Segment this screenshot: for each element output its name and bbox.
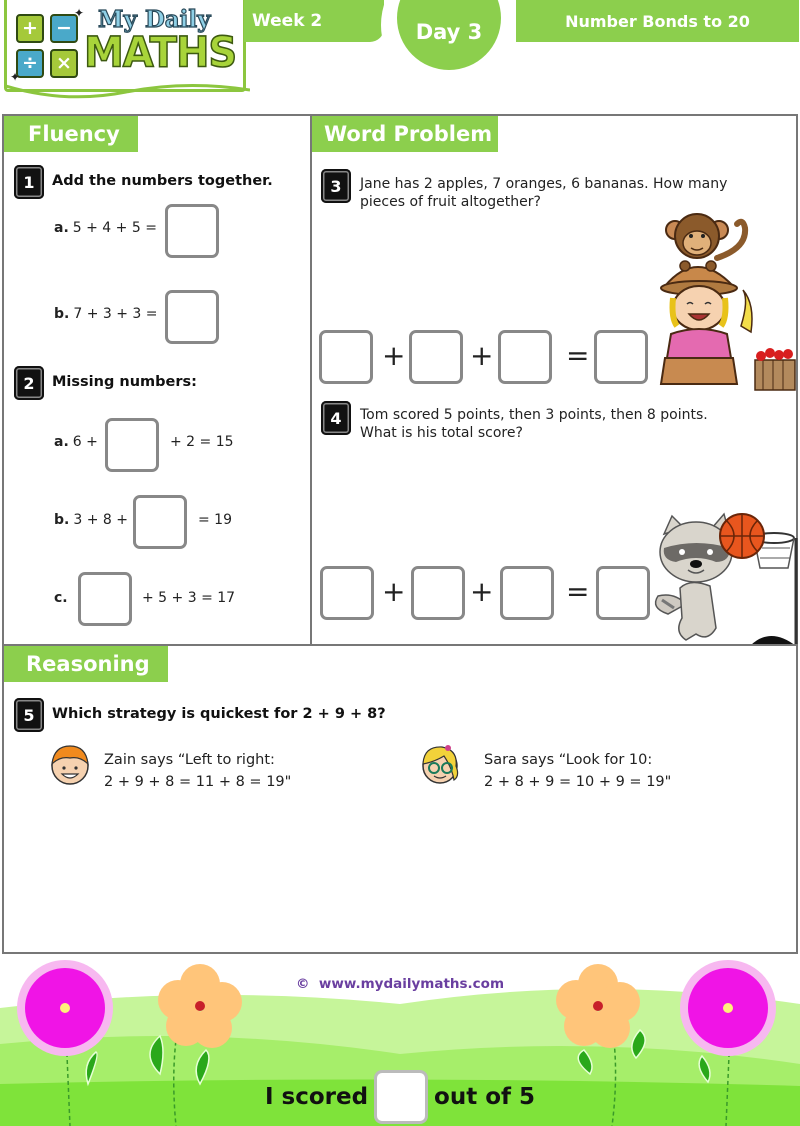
item-label: c.	[54, 590, 68, 606]
question-title: Missing numbers:	[52, 374, 197, 390]
explorer-girl-with-monkey-icon	[657, 208, 797, 394]
equation-2c-left	[54, 590, 72, 606]
question-number-badge: 4	[321, 401, 351, 435]
section-heading-reasoning: Reasoning	[4, 646, 168, 682]
plus-sign: +	[382, 575, 406, 608]
question-number-badge: 5	[14, 698, 44, 732]
zain-speech	[104, 749, 291, 793]
question-title: Which strategy is quickest for 2 + 9 + 8?	[52, 706, 386, 722]
answer-box-3-total[interactable]	[594, 330, 648, 384]
logo	[4, 0, 246, 104]
question-number-badge: 3	[321, 169, 351, 203]
equation-1b	[54, 306, 158, 322]
answer-box-1b[interactable]	[165, 290, 219, 344]
answer-box-1a[interactable]	[165, 204, 219, 258]
item-label: a.	[54, 220, 69, 236]
website-link[interactable]: www.mydailymaths.com	[318, 976, 505, 992]
multiply-icon: ×	[50, 49, 78, 78]
question-text-line: Tom scored 5 points, then 3 points, then 8 points.	[360, 407, 708, 423]
answer-box-4-second[interactable]	[411, 566, 465, 620]
question-text	[360, 406, 708, 442]
equation-1a	[54, 220, 157, 236]
speech-line: Zain says “Left to right:	[104, 752, 275, 768]
answer-box-2c[interactable]	[78, 572, 132, 626]
equation-text: 3 + 8 +	[73, 512, 128, 528]
equals-sign: =	[566, 575, 590, 608]
fluency-section	[2, 114, 312, 646]
equation-2a-right: + 2 = 15	[170, 434, 234, 450]
equation-text: 5 + 4 + 5 =	[72, 220, 157, 236]
score-suffix: out of 5	[434, 1084, 536, 1110]
sparkle-icon: ✦	[74, 6, 85, 20]
plus-icon: +	[16, 14, 44, 43]
score-row	[0, 1070, 800, 1124]
copyright-line	[0, 976, 800, 992]
day-badge: Day 3	[397, 0, 501, 70]
score-input-box[interactable]	[374, 1070, 428, 1124]
speech-line: 2 + 8 + 9 = 10 + 9 = 19"	[484, 774, 672, 790]
raccoon-basketball-icon	[650, 508, 798, 648]
equation-2b-right: = 19	[198, 512, 232, 528]
question-title: Add the numbers together.	[52, 173, 273, 189]
item-label: b.	[54, 512, 70, 528]
section-heading-word-problem: Word Problem	[312, 116, 498, 152]
divide-icon: ÷	[16, 49, 44, 78]
question-text-line: pieces of fruit altogether?	[360, 194, 541, 210]
equation-2a-left	[54, 434, 98, 450]
week-label: Week 2	[244, 0, 384, 42]
minus-icon: −	[50, 14, 78, 43]
logo-wave-decoration	[6, 82, 250, 104]
equals-sign: =	[566, 339, 590, 372]
answer-box-3-second[interactable]	[409, 330, 463, 384]
answer-box-3-third[interactable]	[498, 330, 552, 384]
answer-box-3-first[interactable]	[319, 330, 373, 384]
logo-text-my-daily: My Daily	[98, 6, 211, 33]
equation-2b-left	[54, 512, 128, 528]
score-prefix: I scored	[264, 1084, 369, 1110]
answer-box-2b[interactable]	[133, 495, 187, 549]
answer-box-2a[interactable]	[105, 418, 159, 472]
reasoning-section	[2, 644, 798, 954]
operations-icon-grid	[16, 14, 78, 78]
sparkle-icon: ✦	[10, 70, 21, 84]
answer-box-4-third[interactable]	[500, 566, 554, 620]
sara-speech	[484, 749, 671, 793]
answer-box-4-first[interactable]	[320, 566, 374, 620]
section-heading-fluency: Fluency	[4, 116, 138, 152]
item-label: a.	[54, 434, 69, 450]
question-number-badge: 1	[14, 165, 44, 199]
question-number-badge: 2	[14, 366, 44, 400]
plus-sign: +	[470, 575, 494, 608]
speech-line: Sara says “Look for 10:	[484, 752, 653, 768]
item-label: b.	[54, 306, 70, 322]
equation-text: 7 + 3 + 3 =	[73, 306, 158, 322]
question-text	[360, 175, 727, 211]
copyright-icon: ©	[295, 976, 310, 992]
plus-sign: +	[470, 339, 494, 372]
boy-avatar-icon	[48, 742, 92, 786]
question-text-line: Jane has 2 apples, 7 oranges, 6 bananas. How many	[360, 176, 728, 192]
girl-avatar-icon	[418, 742, 462, 786]
plus-sign: +	[382, 339, 406, 372]
answer-box-4-total[interactable]	[596, 566, 650, 620]
equation-2c-right: + 5 + 3 = 17	[142, 590, 236, 606]
topic-title: Number Bonds to 20	[516, 0, 799, 42]
speech-line: 2 + 9 + 8 = 11 + 8 = 19"	[104, 774, 292, 790]
equation-text: 6 +	[72, 434, 98, 450]
logo-text-maths: MATHS	[84, 28, 237, 78]
word-problem-section	[310, 114, 798, 646]
question-text-line: What is his total score?	[360, 425, 523, 441]
